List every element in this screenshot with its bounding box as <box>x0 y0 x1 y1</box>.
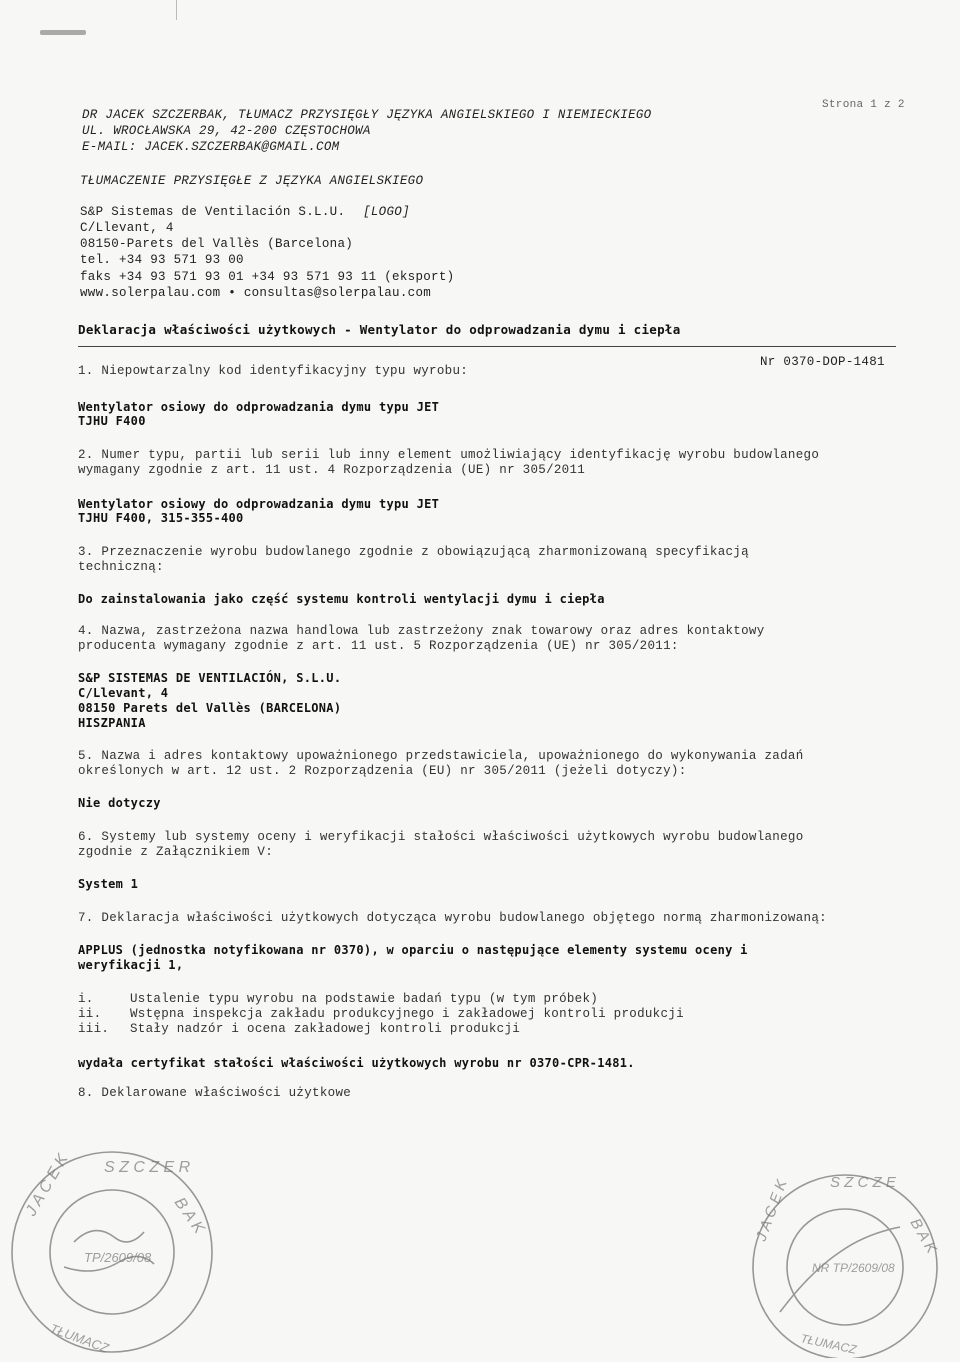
company-city: 08150-Parets del Vallès (Barcelona) <box>80 237 354 251</box>
section-5-question-2: określonych w art. 12 ust. 2 Rozporządzenia (EU) nr 305/2011 (jeżeli dotyczy): <box>78 764 687 778</box>
scan-line <box>176 0 177 20</box>
company-name: S&P Sistemas de Ventilación S.L.U. <box>80 205 346 219</box>
section-7-answer-2: weryfikacji 1, <box>78 958 184 972</box>
section-3-question-2: techniczną: <box>78 560 164 574</box>
translation-title: TŁUMACZENIE PRZYSIĘGŁE Z JĘZYKA ANGIELSKIEGO <box>80 174 424 188</box>
section-4-answer-3: 08150 Parets del Vallès (BARCELONA) <box>78 701 342 715</box>
section-7-answer-1: APPLUS (jednostka notyfikowana nr 0370), w oparciu o następujące elementy systemu oceny i <box>78 943 748 957</box>
section-4-question-2: producenta wymagany zgodnie z art. 11 ust. 5 Rozporządzenia (UE) nr 305/2011: <box>78 639 679 653</box>
section-2-answer-2: TJHU F400, 315-355-400 <box>78 511 244 525</box>
translator-line-2: UL. WROCŁAWSKA 29, 42-200 CZĘSTOCHOWA <box>82 124 371 138</box>
section-2-question-2: wymagany zgodnie z art. 11 ust. 4 Rozporządzenia (UE) nr 305/2011 <box>78 463 586 477</box>
section-2-answer-1: Wentylator osiowy do odprowadzania dymu typu JET <box>78 497 440 511</box>
section-7-item-i-number: i. <box>78 992 94 1006</box>
section-7-item-ii-number: ii. <box>78 1007 102 1021</box>
company-street: C/Llevant, 4 <box>80 221 174 235</box>
section-7-item-iii-text: Stały nadzór i ocena zakładowej kontroli produkcji <box>130 1022 521 1036</box>
svg-text:TŁUMACZ: TŁUMACZ <box>47 1320 111 1356</box>
section-7-certificate: wydała certyfikat stałości właściwości użytkowych wyrobu nr 0370-CPR-1481. <box>78 1056 635 1070</box>
scan-mark <box>40 30 86 35</box>
logo-note: [LOGO] <box>363 205 410 219</box>
section-3-answer: Do zainstalowania jako część systemu kontroli wentylacji dymu i ciepła <box>78 592 605 606</box>
svg-text:S Z C Z E: S Z C Z E <box>830 1174 896 1191</box>
section-1-answer-1: Wentylator osiowy do odprowadzania dymu typu JET <box>78 400 440 414</box>
section-7-item-ii-text: Wstępna inspekcja zakładu produkcyjnego i zakładowej kontroli produkcji <box>130 1007 684 1021</box>
section-2-question-1: 2. Numer typu, partii lub serii lub inny element umożliwiający identyfikację wyrobu budowlanego <box>78 448 820 462</box>
section-4-answer-1: S&P SISTEMAS DE VENTILACIÓN, S.L.U. <box>78 671 342 685</box>
svg-text:J A C E K: J A C E K <box>752 1177 791 1244</box>
section-6-question-1: 6. Systemy lub systemy oceny i weryfikacji stałości właściwości użytkowych wyrobu budowlanego <box>78 830 804 844</box>
section-1-answer-2: TJHU F400 <box>78 414 146 428</box>
svg-text:B A K: B A K <box>170 1194 208 1237</box>
declaration-title: Deklaracja właściwości użytkowych - Wentylator do odprowadzania dymu i ciepła <box>78 322 681 337</box>
section-4-question-1: 4. Nazwa, zastrzeżona nazwa handlowa lub zastrzeżony znak towarowy oraz adres kontaktowy <box>78 624 765 638</box>
svg-text:TP/2609/08: TP/2609/08 <box>84 1250 152 1265</box>
section-7-question: 7. Deklaracja właściwości użytkowych dotycząca wyrobu budowlanego objętego normą zharmonizowaną: <box>78 911 827 925</box>
title-rule <box>78 346 896 347</box>
company-phone: tel. +34 93 571 93 00 <box>80 253 244 267</box>
svg-text:J A C E K: J A C E K <box>22 1151 72 1219</box>
section-7-item-i-text: Ustalenie typu wyrobu na podstawie badań typu (w tym próbek) <box>130 992 599 1006</box>
translator-seal-left <box>4 1142 224 1362</box>
section-5-answer: Nie dotyczy <box>78 796 161 810</box>
section-4-answer-2: C/Llevant, 4 <box>78 686 169 700</box>
translator-seal-right <box>740 1162 950 1358</box>
translator-line-3: E-MAIL: JACEK.SZCZERBAK@GMAIL.COM <box>82 140 340 154</box>
section-6-question-2: zgodnie z Załącznikiem V: <box>78 845 274 859</box>
section-7-item-iii-number: iii. <box>78 1022 110 1036</box>
svg-text:S Z C Z E R: S Z C Z E R <box>104 1159 191 1176</box>
svg-text:TŁUMACZ: TŁUMACZ <box>799 1331 858 1357</box>
company-name-line <box>80 205 410 220</box>
declaration-number: Nr 0370-DOP-1481 <box>760 355 885 369</box>
section-6-answer: System 1 <box>78 877 139 891</box>
translator-line-1: DR JACEK SZCZERBAK, TŁUMACZ PRZYSIĘGŁY JĘZYKA ANGIELSKIEGO I NIEMIECKIEGO <box>82 108 652 122</box>
company-fax: faks +34 93 571 93 01 +34 93 571 93 11 (eksport) <box>80 270 455 284</box>
section-1-question: 1. Niepowtarzalny kod identyfikacyjny typu wyrobu: <box>78 364 469 378</box>
page-indicator: Strona 1 z 2 <box>822 99 905 111</box>
section-5-question-1: 5. Nazwa i adres kontaktowy upoważnionego przedstawiciela, upoważnionego do wykonywania zadań <box>78 749 804 763</box>
svg-text:NR TP/2609/08: NR TP/2609/08 <box>812 1261 895 1275</box>
section-3-question-1: 3. Przeznaczenie wyrobu budowlanego zgodnie z obowiązującą zharmonizowaną specyfikacją <box>78 545 749 559</box>
section-4-answer-4: HISZPANIA <box>78 716 146 730</box>
svg-text:B A K: B A K <box>906 1215 940 1257</box>
section-8-question: 8. Deklarowane właściwości użytkowe <box>78 1086 352 1100</box>
company-web-email: www.solerpalau.com • consultas@solerpalau.com <box>80 286 432 300</box>
